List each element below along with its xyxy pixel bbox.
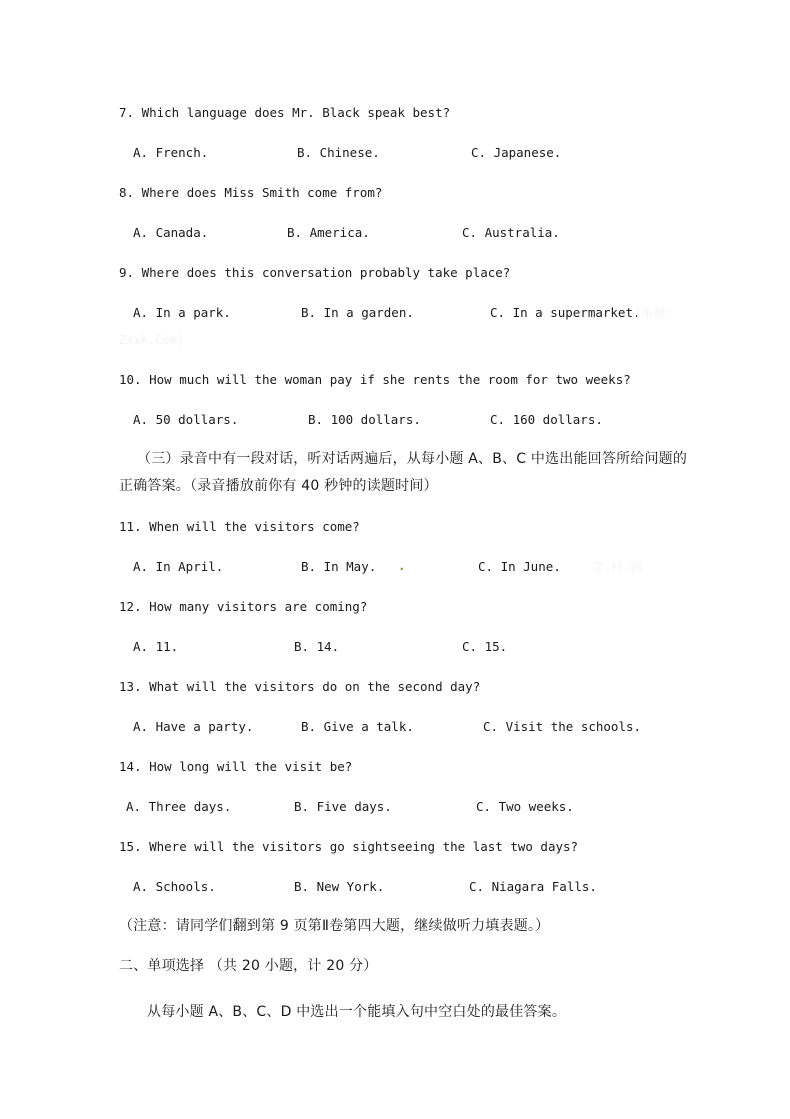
option-7c: C. Japanese.	[471, 145, 562, 160]
option-7a: A. French.	[133, 145, 209, 160]
option-7b: B. Chinese.	[297, 145, 380, 160]
option-11c: C. In June.	[478, 559, 561, 574]
option-15b: B. New York.	[294, 879, 385, 894]
option-15c: C. Niagara Falls.	[469, 879, 597, 894]
question-14: 14. How long will the visit be?	[119, 759, 353, 774]
option-14a: A. Three days.	[126, 799, 232, 814]
option-9c: C. In a supermarket.	[490, 305, 641, 320]
part-2-title: 二、单项选择 （共 20 小题，计 20 分）	[119, 958, 378, 974]
part-2-instruction: 从每小题 A、B、C、D 中选出一个能填入句中空白处的最佳答案。	[147, 1004, 567, 1020]
option-9a: A. In a park.	[133, 305, 231, 320]
section-instruction-continued: 正确答案。（录音播放前你有 40 秒钟的读题时间）	[119, 478, 438, 494]
option-11b: B. In May.	[301, 559, 377, 574]
option-10c: C. 160 dollars.	[490, 412, 603, 427]
option-14c: C. Two weeks.	[476, 799, 574, 814]
watermark-text: 学.科.网	[592, 560, 643, 574]
option-12c: C. 15.	[462, 639, 508, 654]
listening-note: （注意：请同学们翻到第 9 页第Ⅱ卷第四大题，继续做听力填表题。）	[119, 918, 550, 934]
option-10b: B. 100 dollars.	[308, 412, 421, 427]
section-instruction: （三）录音中有一段对话，听对话两遍后，从每小题 A、B、C 中选出能回答所给问题的	[137, 451, 688, 467]
question-8: 8. Where does Miss Smith come from?	[119, 185, 383, 200]
question-10: 10. How much will the woman pay if she rents the room for two weeks?	[119, 372, 631, 387]
option-13a: A. Have a party.	[133, 719, 254, 734]
question-12: 12. How many visitors are coming?	[119, 599, 368, 614]
question-11: 11. When will the visitors come?	[119, 519, 360, 534]
option-14b: B. Five days.	[294, 799, 392, 814]
option-11a: A. In April.	[133, 559, 224, 574]
option-9b: B. In a garden.	[301, 305, 414, 320]
option-8b: B. America.	[287, 225, 370, 240]
watermark-text: Zxxk.Com)	[119, 333, 185, 347]
question-9: 9. Where does this conversation probably take place?	[119, 265, 511, 280]
option-10a: A. 50 dollars.	[133, 412, 239, 427]
option-13b: B. Give a talk.	[301, 719, 414, 734]
question-15: 15. Where will the visitors go sightseeing the last two days?	[119, 839, 579, 854]
option-12b: B. 14.	[294, 639, 340, 654]
stray-mark: .	[398, 558, 406, 573]
watermark-text: (来源:	[634, 306, 673, 320]
option-13c: C. Visit the schools.	[483, 719, 642, 734]
option-12a: A. 11.	[133, 639, 179, 654]
question-13: 13. What will the visitors do on the second day?	[119, 679, 481, 694]
option-8a: A. Canada.	[133, 225, 209, 240]
question-7: 7. Which language does Mr. Black speak best?	[119, 105, 451, 120]
option-8c: C. Australia.	[462, 225, 560, 240]
option-15a: A. Schools.	[133, 879, 216, 894]
